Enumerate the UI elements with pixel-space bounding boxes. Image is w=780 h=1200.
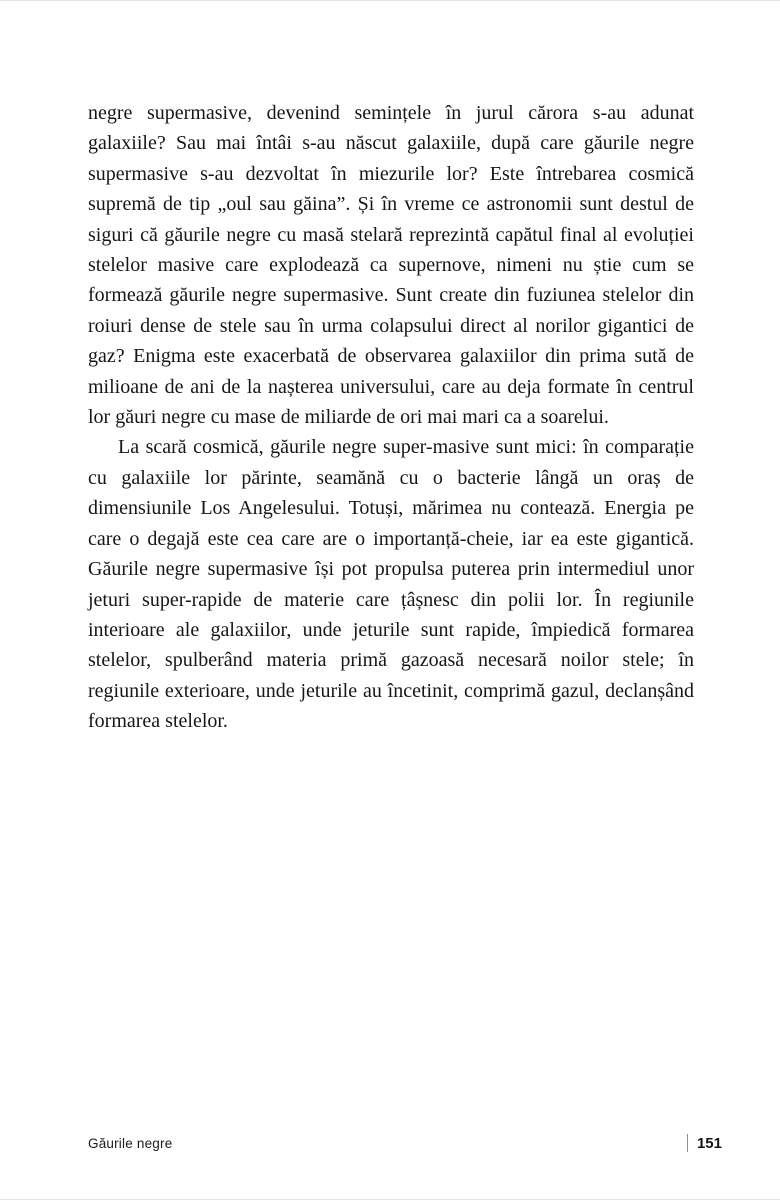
page-number-group bbox=[687, 1134, 722, 1152]
body-paragraph: negre supermasive, devenind semințele în jurul cărora s-au adunat galaxiile? Sau mai întâi s-au născut galaxiile, după care găurile negre supermasive s-au dezvoltat în miezurile lor? Este întrebarea cosmică supremă de tip „oul sau găina”. Și în vreme ce astronomii sunt destul de siguri că găurile negre cu masă stelară reprezintă capătul final al evoluției stelelor masive care explodează ca supernove, nimeni nu știe cum se formează găurile negre supermasive. Sunt create din fuziunea stelelor din roiuri dense de stele sau în urma colapsului direct al norilor gigantici de gaz? Enigma este exacerbată de observarea galaxiilor din prima sută de milioane de ani de la nașterea universului, care au deja formate în centrul lor găuri negre cu mase de miliarde de ori mai mari ca a soarelui. bbox=[88, 102, 694, 429]
running-title: Găurile negre bbox=[88, 1135, 173, 1151]
footer-divider-bar bbox=[687, 1134, 688, 1152]
body-paragraph: La scară cosmică, găurile negre super-masive sunt mici: în comparație cu galaxiile lor părinte, seamănă cu o bacterie lângă un oraș de dimensiunile Los Angelesului. Totuși, mărimea nu contează. Energia pe care o degajă este cea care are o importanță-cheie, iar ea este gigantică. Găurile negre supermasive își pot propulsa puterea prin intermediul unor jeturi super-rapide de materie care țâșnesc din polii lor. În regiunile interioare ale galaxiilor, unde jeturile sunt rapide, împiedică formarea stelelor, spulberând materia primă gazoasă necesară noilor stele; în regiunile exterioare, unde jeturile au încetinit, comprimă gazul, declanșând formarea stelelor. bbox=[88, 436, 694, 733]
page-footer bbox=[88, 1134, 722, 1152]
body-text bbox=[88, 98, 694, 737]
page-number: 151 bbox=[696, 1134, 722, 1152]
